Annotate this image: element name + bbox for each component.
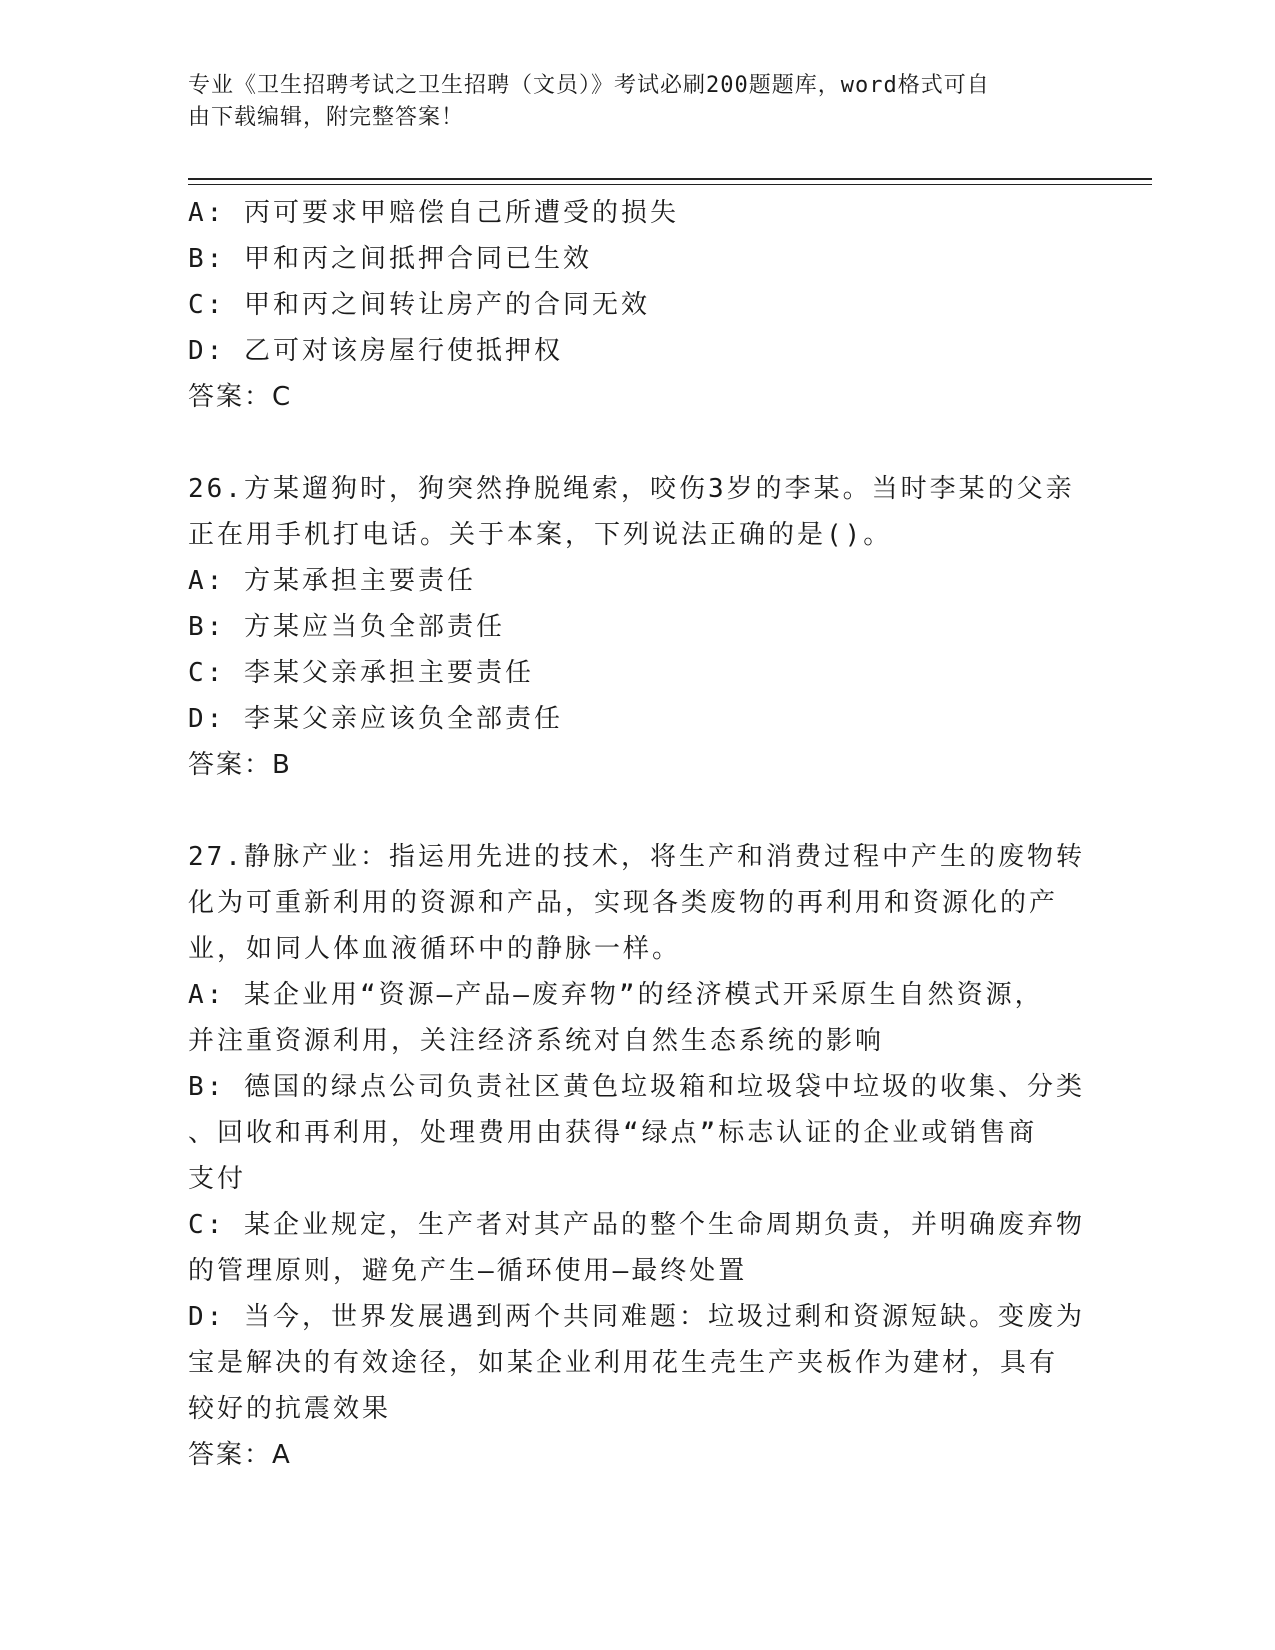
q27-option-c-line-2: 的管理原则，避免产生—循环使用—最终处置 — [188, 1256, 748, 1286]
q27-option-d-line-3: 较好的抗震效果 — [188, 1394, 392, 1424]
question-27 — [188, 834, 1088, 1478]
q27-option-a-line-1: A: 某企业用“资源—产品—废弃物”的经济模式开采原生自然资源， — [188, 980, 1044, 1010]
spacer — [188, 788, 1088, 834]
q25-option-a: A: 丙可要求甲赔偿自己所遭受的损失 — [188, 198, 679, 228]
header-line-1: 专业《卫生招聘考试之卫生招聘（文员）》考试必刷200题题库，word格式可自 — [188, 73, 990, 98]
q27-answer: 答案：A — [188, 1440, 292, 1470]
q27-option-d-line-1: D: 当今，世界发展遇到两个共同难题：垃圾过剩和资源短缺。变废为 — [188, 1302, 1085, 1332]
header-divider-thick — [188, 178, 1152, 180]
q26-stem-line-2: 正在用手机打电话。关于本案，下列说法正确的是()。 — [188, 520, 893, 550]
q25-option-b: B: 甲和丙之间抵押合同已生效 — [188, 244, 592, 274]
q26-option-b: B: 方某应当负全部责任 — [188, 612, 505, 642]
header-divider-thin — [188, 184, 1152, 185]
document-body — [188, 190, 1088, 1478]
q27-stem-line-2: 化为可重新利用的资源和产品，实现各类废物的再利用和资源化的产 — [188, 888, 1059, 918]
q27-option-b-line-2: 、回收和再利用，处理费用由获得“绿点”标志认证的企业或销售商 — [188, 1118, 1038, 1148]
q27-option-a-line-2: 并注重资源利用，关注经济系统对自然生态系统的影响 — [188, 1026, 885, 1056]
document-header — [188, 70, 1068, 134]
q26-option-c: C: 李某父亲承担主要责任 — [188, 658, 534, 688]
q26-option-a: A: 方某承担主要责任 — [188, 566, 476, 596]
q27-option-b-line-3: 支付 — [188, 1164, 247, 1194]
q26-option-d: D: 李某父亲应该负全部责任 — [188, 704, 563, 734]
header-line-2: 由下载编辑，附完整答案！ — [188, 105, 465, 130]
question-26 — [188, 466, 1088, 788]
q27-stem-line-1: 27.静脉产业：指运用先进的技术，将生产和消费过程中产生的废物转 — [188, 842, 1085, 872]
q25-option-d: D: 乙可对该房屋行使抵押权 — [188, 336, 563, 366]
q25-option-c: C: 甲和丙之间转让房产的合同无效 — [188, 290, 650, 320]
question-25-tail — [188, 190, 1088, 420]
q27-stem-line-3: 业，如同人体血液循环中的静脉一样。 — [188, 934, 682, 964]
q26-answer: 答案：B — [188, 750, 292, 780]
q26-stem-line-1: 26.方某遛狗时，狗突然挣脱绳索，咬伤3岁的李某。当时李某的父亲 — [188, 474, 1075, 504]
q27-option-c-line-1: C: 某企业规定，生产者对其产品的整个生命周期负责，并明确废弃物 — [188, 1210, 1085, 1240]
q27-option-d-line-2: 宝是解决的有效途径，如某企业利用花生壳生产夹板作为建材，具有 — [188, 1348, 1059, 1378]
q25-answer: 答案：C — [188, 382, 293, 412]
q27-option-b-line-1: B: 德国的绿点公司负责社区黄色垃圾箱和垃圾袋中垃圾的收集、分类 — [188, 1072, 1085, 1102]
spacer — [188, 420, 1088, 466]
